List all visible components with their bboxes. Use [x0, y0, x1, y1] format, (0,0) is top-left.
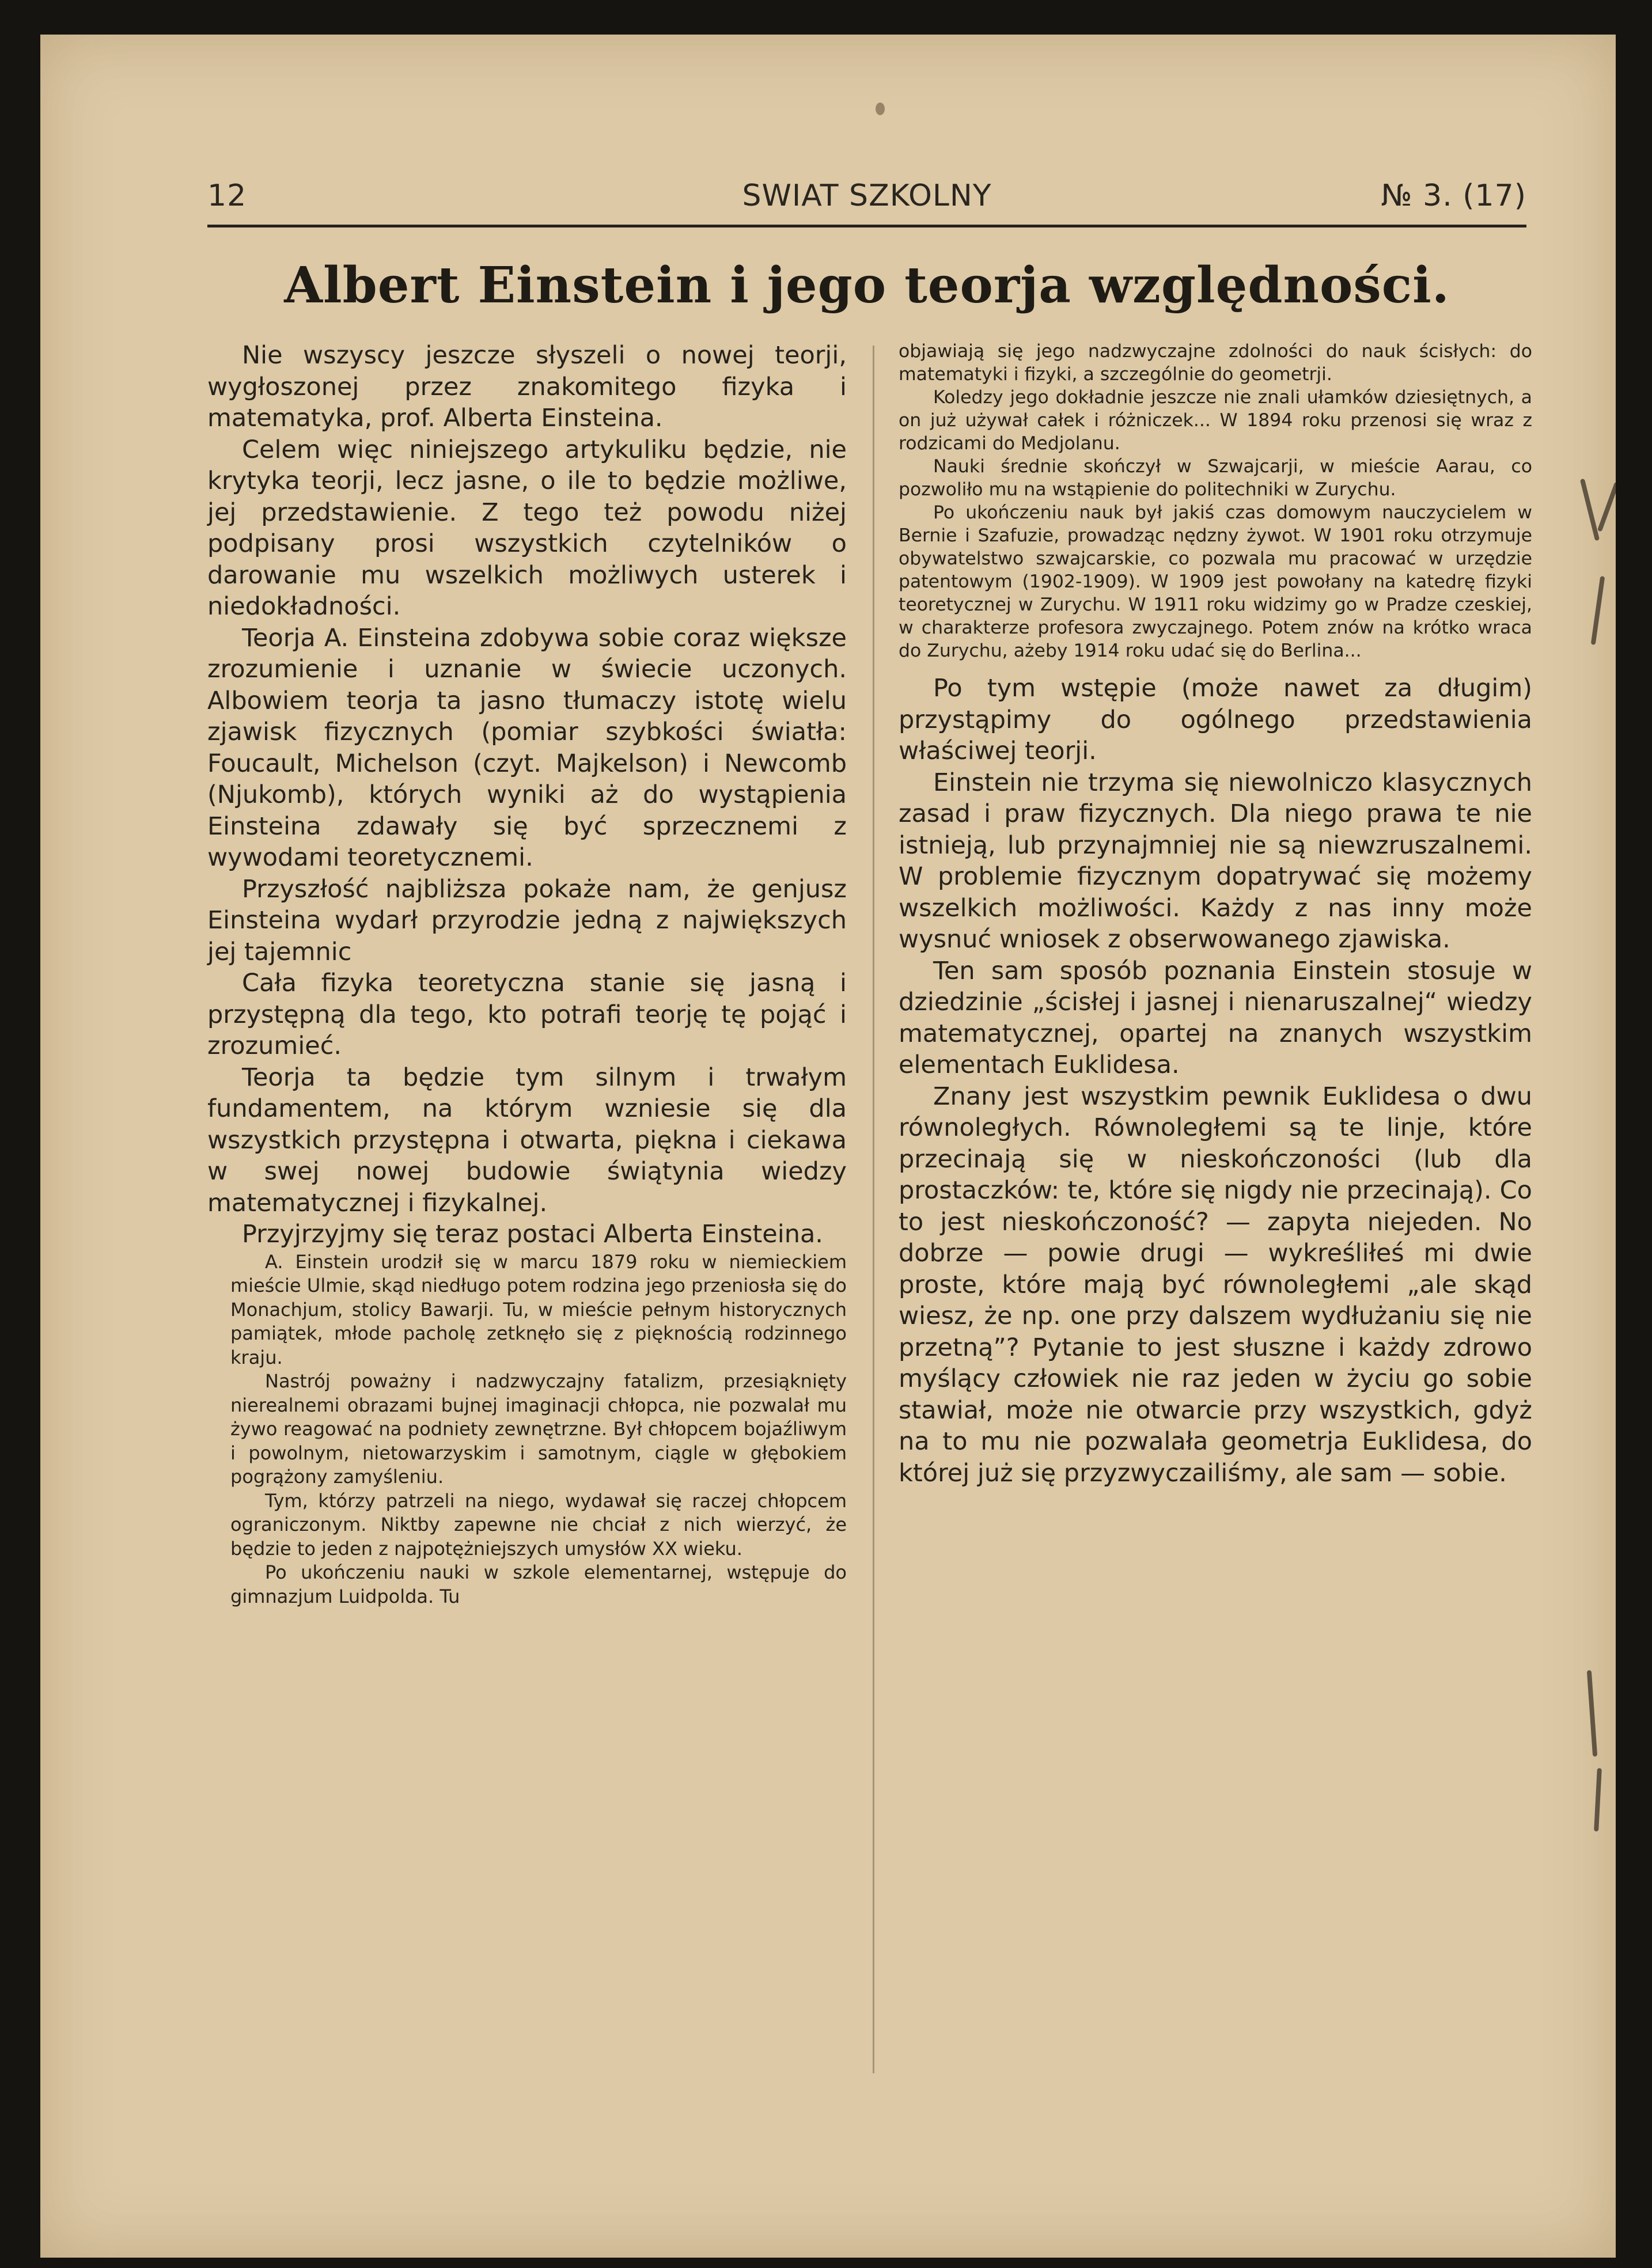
paragraph: Teorja ta będzie tym silnym i trwałym fundamentem, na którym wzniesie się dla wszystkich przystępna i otwarta, piękna i ciekawa w swej nowej budowie świątynia wiedzy matematycznej i fizykalnej.: [207, 1063, 847, 1218]
pencil-mark: [1587, 1670, 1597, 1757]
pin-hole-mark: [876, 103, 885, 115]
bio-paragraph: Nastrój poważny i nadzwyczajny fatalizm, przesiąknięty nierealnemi obrazami bujnej imaginacji chłopca, nie pozwalał mu żywo reagować na podniety zewnętrzne. Był chłopcem bojaźliwym i powolnym, nietowarzyskim i samotnym, ciągle w głębokiem pogrążony zamyśleniu.: [230, 1370, 847, 1488]
bio-paragraph: objawiają się jego nadzwyczajne zdolności do nauk ścisłych: do matematyki i fizyki, a szczególnie do geometrji.: [899, 341, 1532, 385]
bio-paragraph: Po ukończeniu nauki w szkole elementarnej, wstępuje do gimnazjum Luidpolda. Tu: [230, 1561, 847, 1607]
paragraph: Przyjrzyjmy się teraz postaci Alberta Einsteina.: [242, 1220, 823, 1249]
paragraph: Znany jest wszystkim pewnik Euklidesa o dwu równoległych. Równoległemi są te linje, które przecinają się w nieskończoności (lub dla prostaczków: te, które się nigdy nie przecinają). Co to jest nieskończoność? — zapyta niejeden. No dobrze — powie drugi — wykreśliłeś mi dwie proste, które mają być równoległemi „ale skąd wiesz, że np. one przy dalszem wydłużaniu się nie przetną”? Pytanie to jest słuszne i każdy zdrowo myślący człowiek nie raz jeden w życiu go sobie stawiał, może nie otwarcie przy wszystkich, gdyż na to mu nie pozwalała geometrja Euklidesa, do której już się przyzwyczailiśmy, ale sam — sobie.: [899, 1082, 1532, 1488]
bio-paragraph: A. Einstein urodził się w marcu 1879 roku w niemieckiem mieście Ulmie, skąd niedługo potem rodzina jego przeniosła się do Monachjum, stolicy Bawarji. Tu, w mieście pełnym historycznych pamiątek, młode pacholę zetknęło się z pięknością rodzinnego kraju.: [230, 1250, 847, 1368]
paragraph: Po tym wstępie (może nawet za długim) przystąpimy do ogólnego przedstawienia właściwej teorji.: [899, 674, 1532, 765]
pencil-mark: [1580, 479, 1600, 541]
bio-paragraph: Tym, którzy patrzeli na niego, wydawał się raczej chłopcem ograniczonym. Niktby zapewne nie chciał z nich wierzyć, że będzie to jeden z najpotężniejszych umysłów XX wieku.: [230, 1489, 847, 1560]
page-header: [207, 153, 1526, 227]
bio-paragraph: Po ukończeniu nauk był jakiś czas domowym nauczycielem w Bernie i Szafuzie, prowadząc nędzny żywot. W 1901 roku otrzymuje obywatelstwo szwajcarskie, co pozwala mu pracować w urzędzie patentowym (1902-1909). W 1909 jest powołany na katedrę fizyki teoretycznej w Zurychu. W 1911 roku widzimy go w Pradze czeskiej, w charakterze profesora zwyczajnego. Potem znów na krótko wraca do Zurychu, ażeby 1914 roku udać się do Berlina...: [899, 502, 1532, 661]
paragraph: Nie wszyscy jeszcze słyszeli o nowej teorji, wygłoszonej przez znakomitego fizyka i matematyka, prof. Alberta Einsteina.: [207, 341, 847, 433]
pencil-mark: [1591, 576, 1605, 645]
bio-paragraph: Koledzy jego dokładnie jeszcze nie znali ułamków dziesiętnych, a on już używał całek i różniczek... W 1894 roku przenosi się wraz z rodzicami do Medjolanu.: [899, 387, 1532, 454]
article-title: Albert Einstein i jego teorja względności.: [284, 256, 1450, 314]
paragraph: Celem więc niniejszego artykuliku będzie, nie krytyka teorji, lecz jasne, o ile to będzie możliwe, jej przedstawienie. Z tego też powodu niżej podpisany prosi wszystkich czytelników o darowanie mu wszelkich możliwych usterek i niedokładności.: [207, 435, 847, 621]
paragraph: Teorja A. Einsteina zdobywa sobie coraz większe zrozumienie i uznanie w świecie uczonych. Albowiem teorja ta jasno tłumaczy istotę wielu zjawisk fizycznych (pomiar szybkości światła: Foucault, Michelson (czyt. Majkelson) i Newcomb (Njukomb), których wyniki aż do wystąpienia Einsteina zdawały się być sprzecznemi z wywodami teoretycznemi.: [207, 623, 847, 872]
pencil-mark: [1594, 1768, 1602, 1831]
paragraph: Cała fizyka teoretyczna stanie się jasną i przystępną dla tego, kto potrafi teorję tę pojąć i zrozumieć.: [207, 969, 847, 1060]
column-divider: [873, 346, 874, 2073]
page-number: 12: [207, 179, 247, 213]
paragraph: Przyszłość najbliższa pokaże nam, że genjusz Einsteina wydarł przyrodzie jedną z największych jej tajemnic: [207, 874, 847, 966]
left-column: [207, 340, 847, 1609]
issue-number: № 3. (17): [1381, 179, 1526, 213]
newspaper-page: [40, 35, 1616, 2258]
bio-paragraph: Nauki średnie skończył w Szwajcarji, w mieście Aarau, co pozwoliło mu na wstąpienie do politechniki w Zurychu.: [899, 456, 1532, 500]
paragraph: Einstein nie trzyma się niewolniczo klasycznych zasad i praw fizycznych. Dla niego prawa te nie istnieją, lub przynajmniej nie są niewzruszalnemi. W problemie fizycznym dopatrywać się możemy wszelkich możliwości. Każdy z nas inny może wysnuć wniosek z obserwowanego zjawiska.: [899, 768, 1532, 954]
right-column: [899, 340, 1532, 1489]
pencil-mark: [1597, 481, 1616, 532]
publication-title: SWIAT SZKOLNY: [742, 179, 992, 213]
paragraph: Ten sam sposób poznania Einstein stosuje w dziedzinie „ścisłej i jasnej i nienaruszalnej“ wiedzy matematycznej, opartej na znanych wszystkim elementach Euklidesa.: [899, 956, 1532, 1079]
